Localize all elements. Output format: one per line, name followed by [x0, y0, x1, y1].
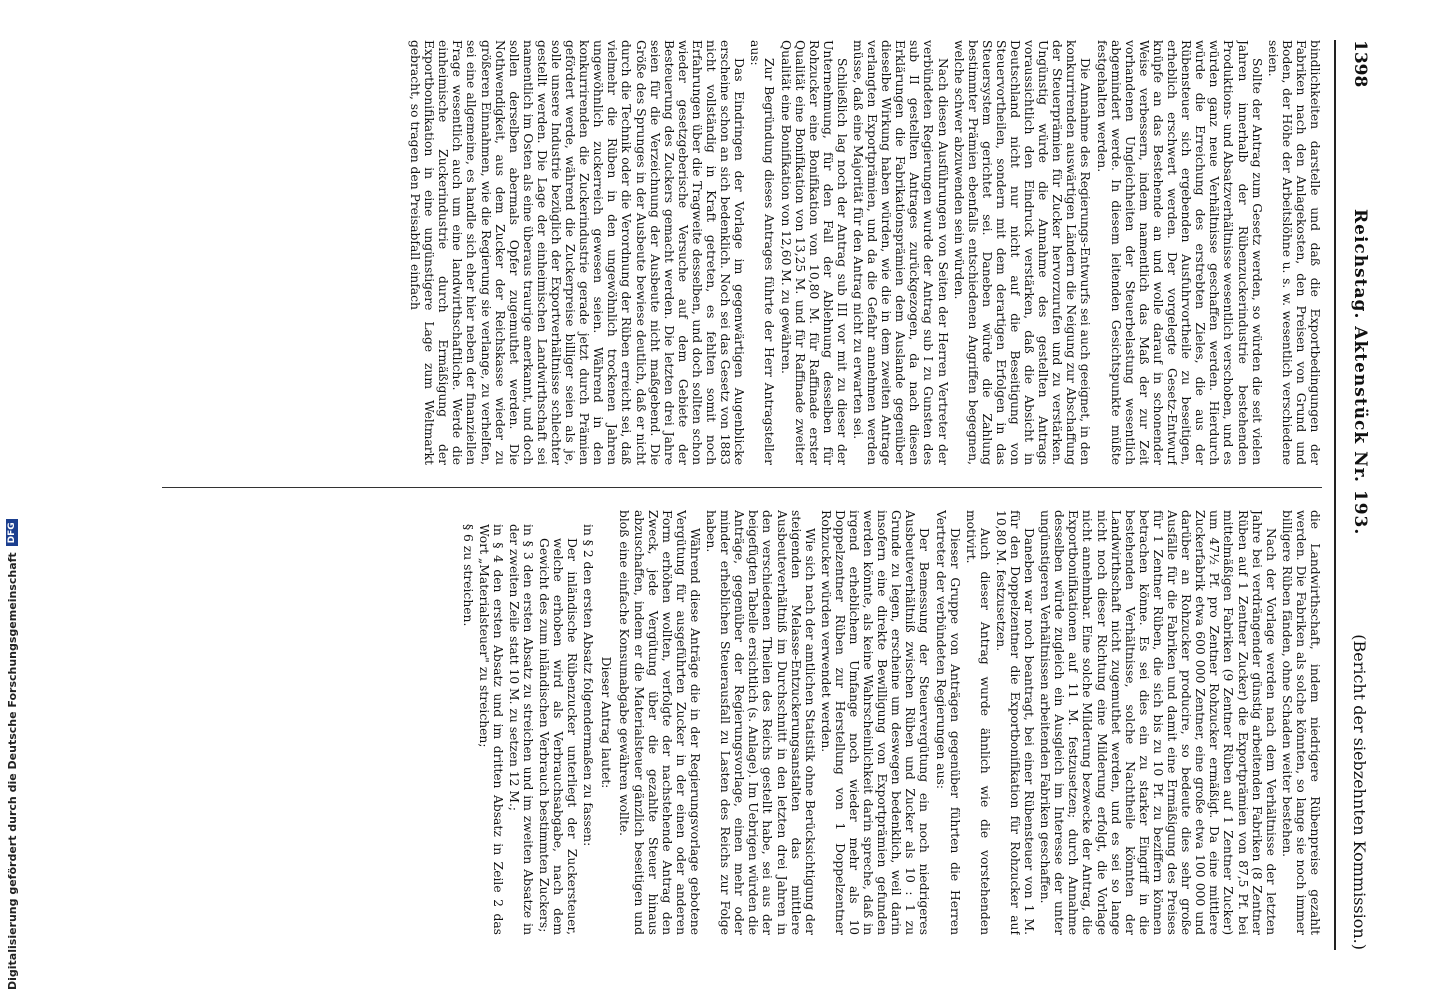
amendment-item: § 6 zu streichen.: [460, 524, 475, 627]
amendment-item: in § 4 den ersten Absatz und im dritten Absatz in Zeile 2 das Wort „Materialsteuer" zu streichen;: [476, 524, 505, 935]
page-subtitle: (Bericht der siebzehnten Kommission.): [1350, 634, 1370, 950]
paragraph: die Landwirthschaft, indem niedrigere Rübenpreise gezahlt werden. Die Fabriken als solche könnten, so lange sie noch immer billigere Rüben fänden, ohne Schaden weiter bestehen.: [1279, 510, 1322, 935]
rotated-page: [90, 40, 1380, 950]
paragraph: Während diese Anträge die in der Regierungsvorlage gebotene Vergütung für ausgeführten Zucker in der einen oder anderen Form erhöhen wollten, verfolgte der nachstehende Antrag den Zweck, jede Vergütung über die gezahlte Steuer hinaus abzuschaffen, indem er die Materialsteuer gänzlich beseitigen und bloß eine einfache Konsumabgabe gewähren wollte.: [617, 510, 702, 935]
paragraph: Sollte der Antrag zum Gesetz werden, so würden die seit vielen Jahren innerhalb der Rübenzuckerindustrie bestehenden Produktions- und Absatzverhältnisse wesentlich verschoben, und es würden ganz neue Verhältnisse geschaffen werden. Hierdurch würde die Erreichung des erstrebten Zieles, die aus der Rübensteuer sich ergebenden Ausfuhrvortheile zu beseitigen, erheblich erschwert werden. Der vorgelegte Gesetz-Entwurf knüpfe an das Bestehende an und wolle darauf in schonender Weise verbessern, indem namentlich das Maß der zur Zeit vorhandenen Ungleichheiten der Steuerbelastung wesentlich abgemindert werde. In diesem leitenden Gesichtspunkte müßte festgehalten werden.: [1094, 40, 1264, 465]
amendment-item: in § 2 den ersten Absatz folgendermaßen zu fassen:: [581, 524, 596, 847]
page-number: 1398: [1350, 40, 1370, 88]
digitization-footer: [0, 0, 24, 1000]
header-rule: [1334, 40, 1336, 950]
paragraph: Auch dieser Antrag wurde ähnlich wie die vorstehenden motivirt.: [963, 510, 992, 935]
dfg-logo-icon: DFG: [6, 519, 18, 546]
column-divider: [162, 487, 1322, 488]
page-header: [1340, 40, 1380, 950]
paragraph: Dieser Gruppe von Anträgen gegenüber führten die Herren Vertreter der verbündeten Regierungen aus:: [933, 510, 962, 935]
paragraph: Schließlich lag noch der Antrag sub III vor mit zu dieser der Unternehmung, für den Fall der Ablehnung desselben für Rohzucker eine Bonifikation von 10,80 M. für Raffinade erster Qualität eine Bonifikation von 13,25 M. und für Raffinade zweiter Qualität eine Bonifikation von 12,60 M. zu gewähren.: [778, 40, 849, 465]
page-title: Reichstag. Aktenstück Nr. 193.: [1350, 209, 1370, 536]
right-column: [102, 510, 1322, 935]
left-column: [102, 40, 1322, 465]
paragraph: Dieser Antrag lautet:: [599, 656, 614, 789]
paragraph: Der Bemessung der Steuervergütung ein noch niedrigeres Ausbeuteverhältniß zwischen Rüben und Zucker als 10 : 1 zu Grunde zu legen, erscheine um deswegen bedenklich, weil darin insofern eine direkte Bewilligung von Exportprämien gefunden werden könnte, als keine Wahrscheinlichkeit darin spreche, daß in irgend erheblichem Umfange noch wieder mehr als 10 Doppelzentner Rüben zur Herstellung von 1 Doppelzentner Rohzucker würden verwendet werden.: [818, 510, 932, 935]
footer-credit: Digitalisierung gefördert durch die Deutsche Forschungsgemeinschaft: [5, 552, 19, 990]
paragraph: Wie sich nach der amtlichen Statistik ohne Berücksichtigung der steigenden Melasse-Entzuckerungsanstalten das mittlere Ausbeuteverhältniß im Durchschnitt in den letzten drei Jahren in den verschiedenen Theilen des Reichs gestellt habe, sei aus der beigefügten Tabelle ersichtlich (s. Anlage). Im Uebrigen würden die Anträge, gegenüber der Regierungsvorlage, einen mehr oder minder erheblichen Steuerausfall zu Lasten des Reichs zur Folge haben.: [704, 510, 817, 935]
paragraph: Nach der Vorlage werden nach dem Verhältnisse der letzten Jahre bei verdrängender günstig arbeitenden Fabriken (8 Zentner Rüben auf 1 Zentner Zucker) die Exportprämien von 87,5 Pf. bei mittelmäßigen Fabriken (9 Zentner Rüben auf 1 Zentner Zucker) um 47½ Pf. pro Zentner Rohzucker ermäßigt. Da eine mittlere Zuckerfabrik etwa 600 000 Zentner, eine große etwa 100 000 und darüber an Rohzucker producire, so bedeute dies sehr große Ausfälle für die Fabriken und damit eine Ermäßigung des Preises für 1 Zentner Rüben, die sich bis zu 10 Pf. zu beziffern können betrachen könne. Es sei dies ein zu starker Eingriff in die bestehenden Verhältnisse, solche Nachtheile könnten der Landwirthschaft nicht zugemuthet werden, und es sei so lange nicht noch dieser Richtung eine Milderung erfolgt, die Vorlage nicht annehmbar. Eine solche Milderung bezwecke der Antrag, die Exportbonifikationen auf 11 M. festzusetzen; durch Annahme desselben würde zugleich ein Ausgleich im Interesse der unter ungünstigeren Verhältnissen arbeitenden Fabriken geschaffen.: [1038, 510, 1278, 935]
paragraph: Die Annahme des Regierungs-Entwurfs sei auch geeignet, in den konkurrirenden auswärtigen Ländern die Neigung zur Abschaffung der Steuerprämien für Zucker hervorzurufen und zu verstärken. Ungünstig würde die Annahme des gestellten Antrags voraussichtlich den Eindruck verstärken, daß die Absicht in Deutschland nicht nur nicht auf die Beseitigung von Steuervortheilen, sondern mit dem derartigen Erfolgen in das Steuersystem gerichtet sei. Daneben würde die Zahlung bestimmter Prämien ebenfalls entschiedenen Angriffen begegnen, welche schwer abzuwenden sein würden.: [951, 40, 1093, 465]
paragraph: bindlichkeiten darstelle und daß die Exportbedingungen der Fabriken nach den Anlagekosten, den Preisen von Grund und Boden, der Höhe der Arbeitslöhne u. s. w. wesentlich verschiedene seien.: [1265, 40, 1322, 465]
amendment-item: in § 3 den ersten Absatz zu streichen und im zweiten Absatze in der zweiten Zeile statt 10 M. zu setzen 12 M.;: [506, 524, 535, 935]
paragraph: Nach diesen Ausführungen von Seiten der Herren Vertreter der verbündeten Regierungen wurde der Antrag sub I zu Gunsten des sub II gestellten Antrages zurückgezogen, da nach diesen Erklärungen die Fabrikationsprämien dem Auslande gegenüber dieselbe Wirkung haben würden, wie die in dem zweiten Antrage verlangten Exportprämien, und da die Gefahr annehmen werden müsse, daß eine Majorität für den Antrag nicht zu erwarten sei.: [851, 40, 950, 465]
paragraph: Daneben war noch beantragt, bei einer Rübensteuer von 1 M. für den Doppelzentner die Exportbonifikation für Rohzucker auf 10,80 M. festzusetzen.: [993, 510, 1037, 935]
paragraph: Das Eindringen der Vorlage im gegenwärtigen Augenblicke erscheine schon an sich bedenklich. Noch sei das Gesetz von 1883 nicht vollständig in Kraft getreten, es fehlten somit noch Erfahrungen über die Tragweite desselben, und doch sollten schon wieder gesetzgeberische Versuche auf dem Gebiete der Besteuerung des Zuckers gemacht werden. Die letzten drei Jahre seien für die Verzeichnung der Ausbeute nicht maßgebend. Die Größe des Sprunges in der Ausbeute bewiese deutlich, daß er nicht durch die Technik oder die Verordnung der Rüben erreicht sei, daß vielmehr die Rüben in den ungewöhnlich trockenen Jahren ungewöhnlich zuckerreich gewesen seien. Während in den konkurrirenden die Zuckerindustrie gerade jetzt durch Prämien gefördert werde, während die Zuckerpreise billiger seien als je, solle unsere Industrie bezüglich der Exportverhältnisse schlechter gestellt werden. Die Lage der einheimischen Landwirthschaft sei namentlich im Osten als eine überaus traurige anerkannt, und doch sollen derselben abermals Opfer zugemuthet werden. Die Nothwendigkeit, aus dem Zucker der Reichskasse wieder zu größeren Einnahmen, wie die Regierung sie verlange, zu verhelfen, sei eine allgemeine, es handle sich eher hier neben der finanziellen Frage wesentlich auch um eine landwirthschaftliche. Werde die einheimische Zuckerindustrie durch Ermäßigung der Exportbonifikation in eine ungünstigere Lage zum Weltmarkt gebracht, so tragen den Preisabfall einfach: [408, 40, 747, 465]
paragraph: Zur Begründung dieses Antrages führte der Herr Antragsteller aus:: [748, 40, 777, 465]
amendment-text: Der inländische Rübenzucker unterliegt der Zuckersteuer, welche erhoben wird als Verbrauchsabgabe, nach dem Gewicht des zum inländischen Verbrauch bestimmten Zuckers;: [537, 538, 580, 935]
